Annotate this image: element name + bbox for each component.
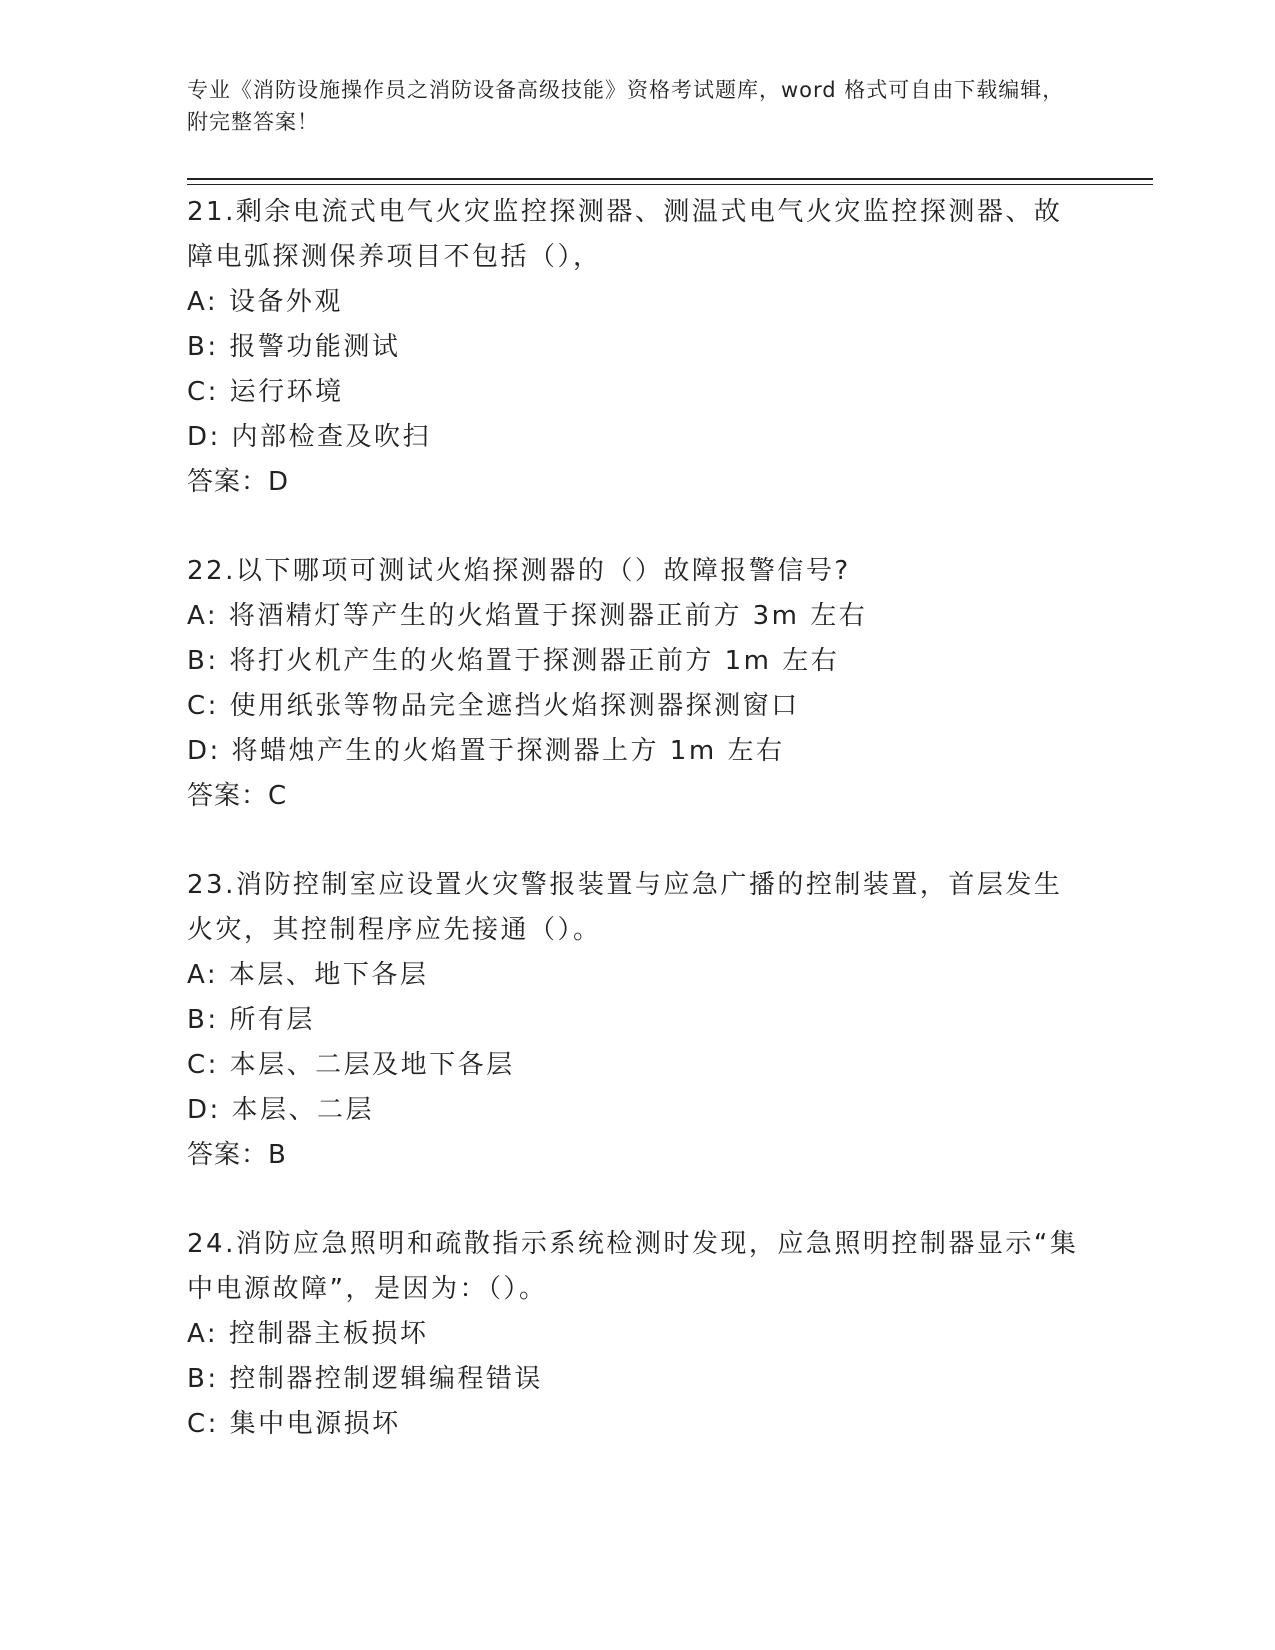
- question-21: [187, 190, 1087, 505]
- option-d: D: 将蜡烛产生的火焰置于探测器上方 1m 左右: [187, 736, 785, 766]
- question-23: [187, 863, 1087, 1178]
- header-divider-thick: [187, 178, 1153, 180]
- question-24: [187, 1222, 1087, 1447]
- option-c: C: 运行环境: [187, 377, 344, 407]
- option-b: B: 控制器控制逻辑编程错误: [187, 1364, 543, 1394]
- answer-text: 答案：D: [187, 467, 290, 497]
- question-stem: 22.以下哪项可测试火焰探测器的（）故障报警信号?: [187, 556, 851, 586]
- option-c: C: 本层、二层及地下各层: [187, 1050, 515, 1080]
- question-22: [187, 549, 1087, 819]
- option-d: D: 本层、二层: [187, 1095, 375, 1125]
- answer-text: 答案：C: [187, 781, 288, 811]
- question-stem: 21.剩余电流式电气火灾监控探测器、测温式电气火灾监控探测器、故障电弧探测保养项目不包括（），: [187, 197, 1063, 272]
- option-b: B: 将打火机产生的火焰置于探测器正前方 1m 左右: [187, 646, 840, 676]
- header-divider-thin: [187, 184, 1153, 185]
- option-a: A: 控制器主板损坏: [187, 1319, 429, 1349]
- option-a: A: 设备外观: [187, 287, 343, 317]
- answer-text: 答案：B: [187, 1140, 287, 1170]
- document-header: 专业《消防设施操作员之消防设备高级技能》资格考试题库，word 格式可自由下载编辑，附完整答案！: [187, 78, 1065, 134]
- option-d: D: 内部检查及吹扫: [187, 422, 432, 452]
- option-a: A: 本层、地下各层: [187, 960, 429, 990]
- option-c: C: 集中电源损坏: [187, 1409, 401, 1439]
- option-b: B: 所有层: [187, 1005, 315, 1035]
- question-stem: 24.消防应急照明和疏散指示系统检测时发现，应急照明控制器显示“集中电源故障”，是因为：（）。: [187, 1229, 1079, 1304]
- option-c: C: 使用纸张等物品完全遮挡火焰探测器探测窗口: [187, 691, 800, 721]
- option-a: A: 将酒精灯等产生的火焰置于探测器正前方 3m 左右: [187, 601, 868, 631]
- question-list: [187, 190, 1087, 1491]
- option-b: B: 报警功能测试: [187, 332, 401, 362]
- question-stem: 23.消防控制室应设置火灾警报装置与应急广播的控制装置，首层发生火灾，其控制程序应先接通（）。: [187, 870, 1063, 945]
